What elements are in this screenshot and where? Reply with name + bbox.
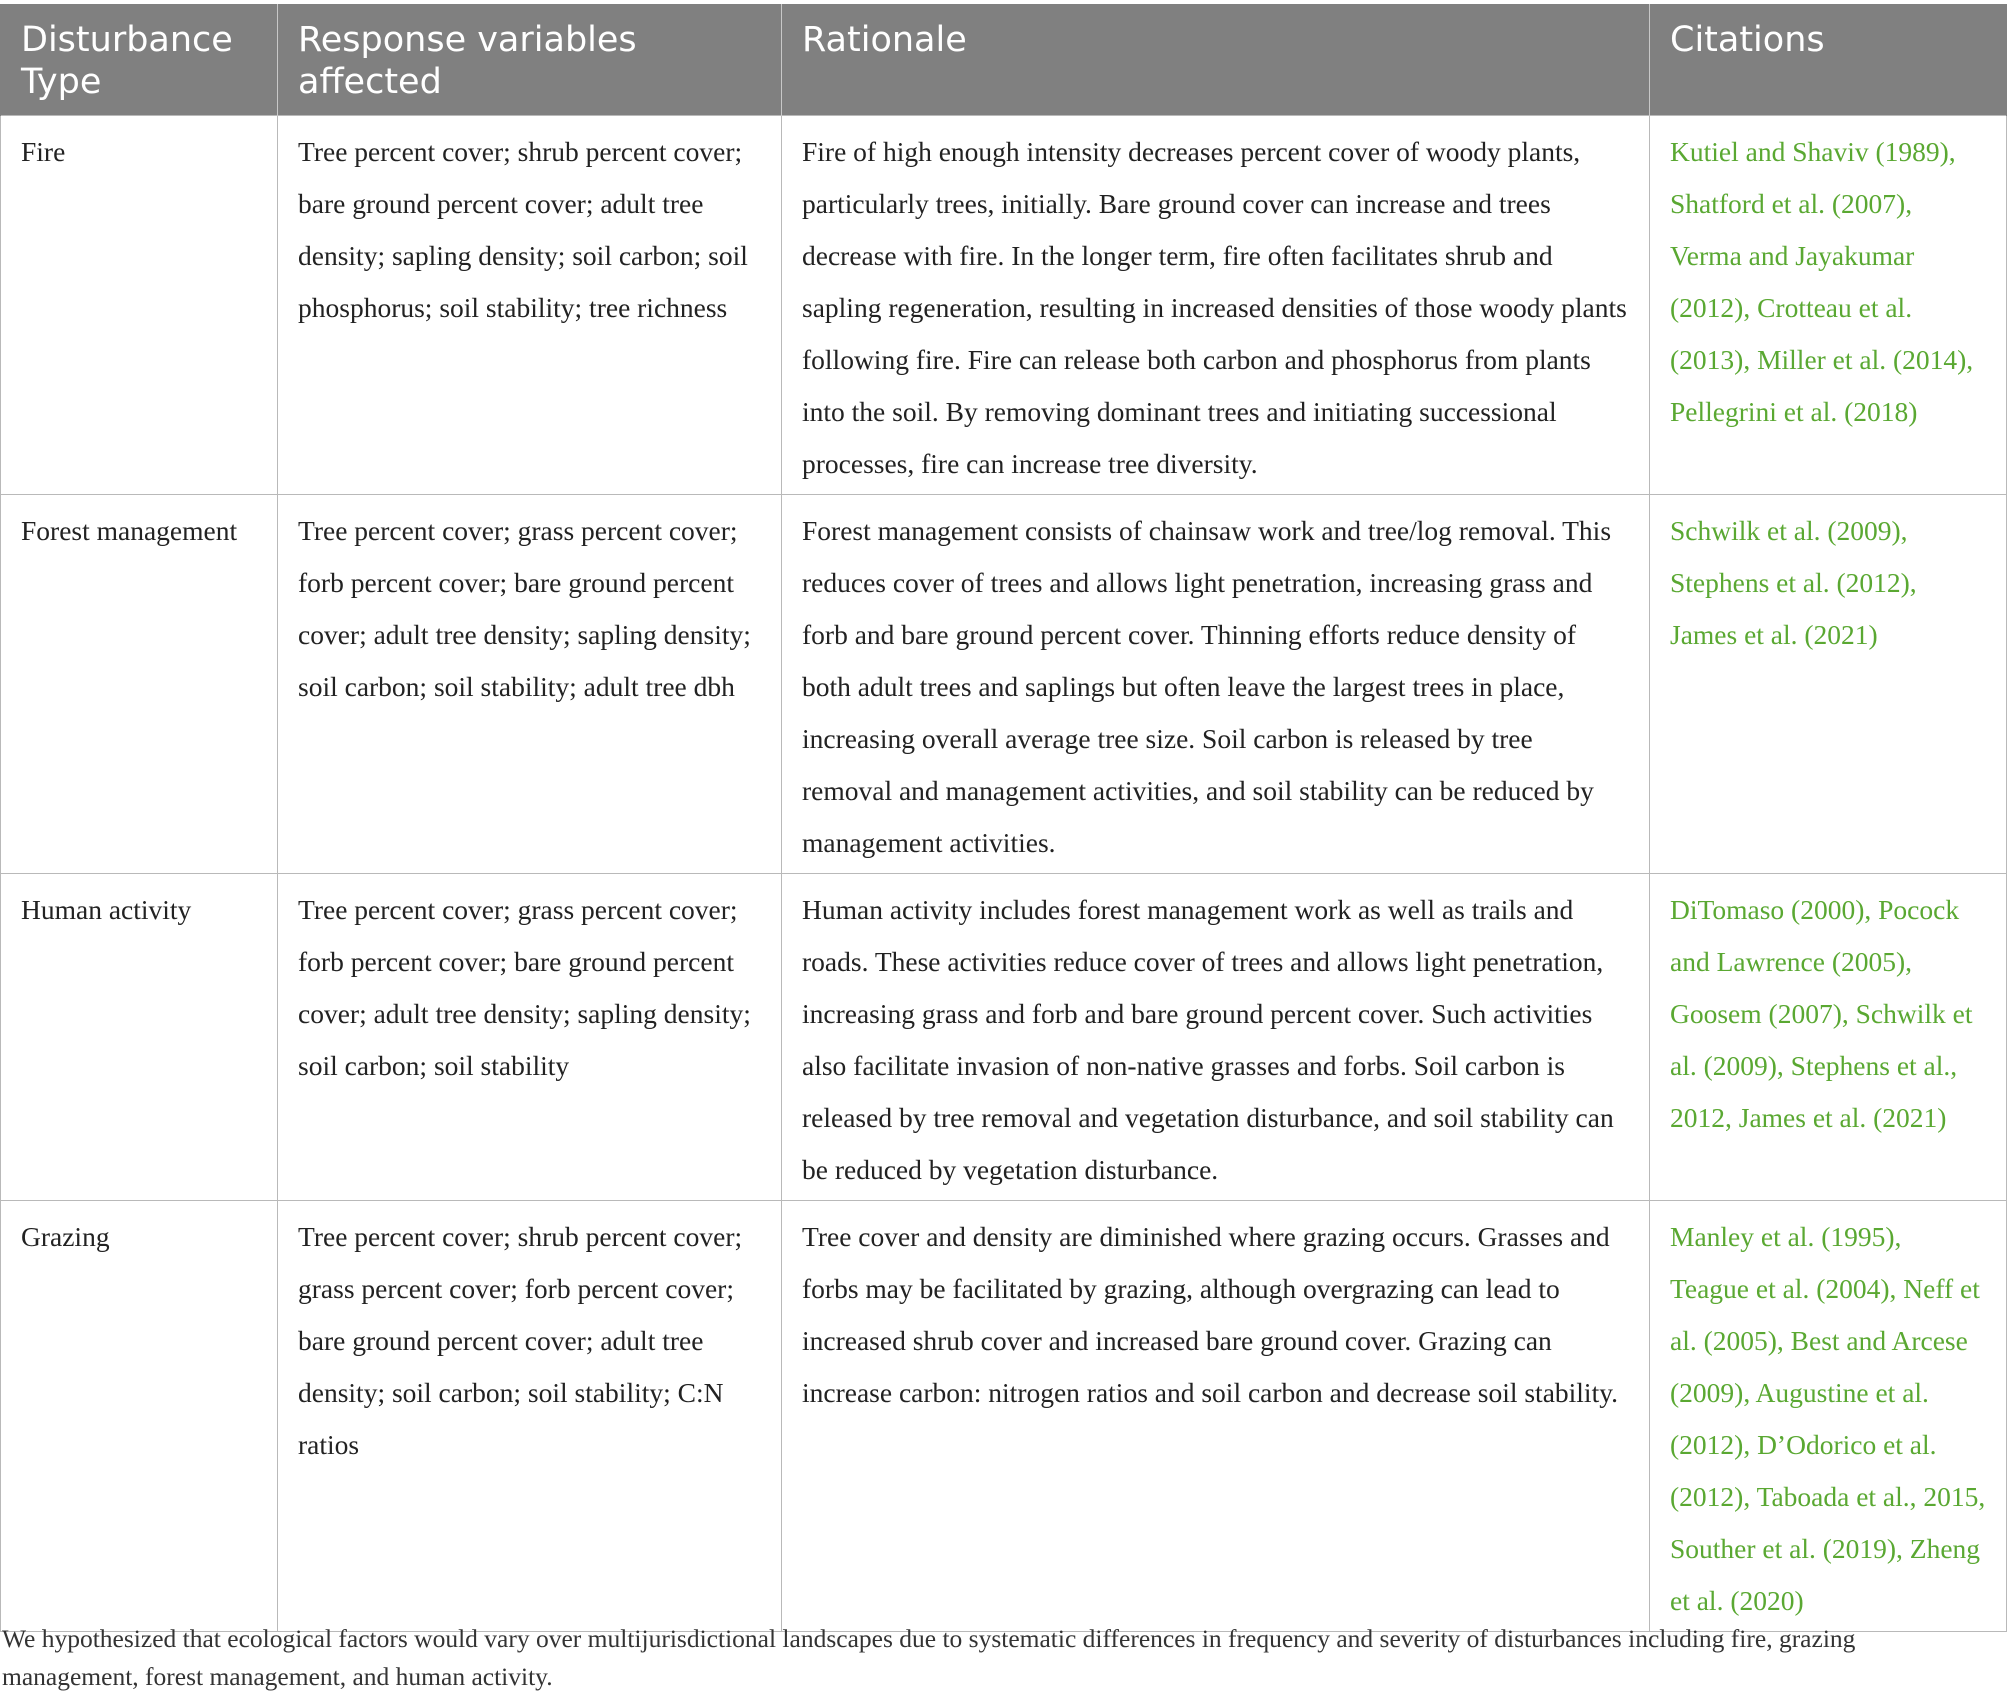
- disturbance-table-container: [0, 4, 2006, 1632]
- citations-cell[interactable]: Manley et al. (1995), Teague et al. (2004), Neff et al. (2005), Best and Arcese (2009), Augustine et al. (2012), D’Odorico et al. (2012), Taboada et al., 2015, Souther et al. (2019), Zheng et al. (2020): [1650, 1201, 2007, 1632]
- response-variables-cell: Tree percent cover; grass percent cover; forb percent cover; bare ground percent cover; adult tree density; sapling density; soil carbon; soil stability: [278, 874, 782, 1201]
- table-row: [1, 1201, 2007, 1632]
- table-row: [1, 116, 2007, 495]
- rationale-cell: Forest management consists of chainsaw work and tree/log removal. This reduces cover of trees and allows light penetration, increasing grass and forb and bare ground percent cover. Thinning efforts reduce density of both adult trees and saplings but often leave the largest trees in place, increasing overall average tree size. Soil carbon is released by tree removal and management activities, and soil stability can be reduced by management activities.: [782, 495, 1650, 874]
- disturbance-type-cell: Forest management: [1, 495, 278, 874]
- response-variables-cell: Tree percent cover; grass percent cover; forb percent cover; bare ground percent cover; adult tree density; sapling density; soil carbon; soil stability; adult tree dbh: [278, 495, 782, 874]
- response-variables-cell: Tree percent cover; shrub percent cover; grass percent cover; forb percent cover; bare ground percent cover; adult tree density; soil carbon; soil stability; C:N ratios: [278, 1201, 782, 1632]
- disturbance-type-cell: Human activity: [1, 874, 278, 1201]
- citations-cell[interactable]: DiTomaso (2000), Pocock and Lawrence (2005), Goosem (2007), Schwilk et al. (2009), Stephens et al., 2012, James et al. (2021): [1650, 874, 2007, 1201]
- table-header-row: [1, 5, 2007, 116]
- disturbance-type-cell: Fire: [1, 116, 278, 495]
- table-footnote: We hypothesized that ecological factors would vary over multijurisdictional landscapes due to systematic differences in frequency and severity of disturbances including fire, grazing management, forest management, and human activity.: [2, 1624, 1856, 1691]
- header-response-variables: Response variables affected: [278, 5, 782, 116]
- citations-cell[interactable]: Schwilk et al. (2009), Stephens et al. (2012), James et al. (2021): [1650, 495, 2007, 874]
- header-rationale: Rationale: [782, 5, 1650, 116]
- header-disturbance-type: Disturbance Type: [1, 5, 278, 116]
- citations-cell[interactable]: Kutiel and Shaviv (1989), Shatford et al. (2007), Verma and Jayakumar (2012), Crotteau et al. (2013), Miller et al. (2014), Pellegrini et al. (2018): [1650, 116, 2007, 495]
- table-row: [1, 495, 2007, 874]
- response-variables-cell: Tree percent cover; shrub percent cover; bare ground percent cover; adult tree density; sapling density; soil carbon; soil phosphorus; soil stability; tree richness: [278, 116, 782, 495]
- disturbance-type-cell: Grazing: [1, 1201, 278, 1632]
- header-citations: Citations: [1650, 5, 2007, 116]
- disturbance-table: [0, 4, 2007, 1632]
- rationale-cell: Human activity includes forest management work as well as trails and roads. These activities reduce cover of trees and allows light penetration, increasing grass and forb and bare ground percent cover. Such activities also facilitate invasion of non-native grasses and forbs. Soil carbon is released by tree removal and vegetation disturbance, and soil stability can be reduced by vegetation disturbance.: [782, 874, 1650, 1201]
- table-row: [1, 874, 2007, 1201]
- rationale-cell: Tree cover and density are diminished where grazing occurs. Grasses and forbs may be facilitated by grazing, although overgrazing can lead to increased shrub cover and increased bare ground cover. Grazing can increase carbon: nitrogen ratios and soil carbon and decrease soil stability.: [782, 1201, 1650, 1632]
- rationale-cell: Fire of high enough intensity decreases percent cover of woody plants, particularly trees, initially. Bare ground cover can increase and trees decrease with fire. In the longer term, fire often facilitates shrub and sapling regeneration, resulting in increased densities of those woody plants following fire. Fire can release both carbon and phosphorus from plants into the soil. By removing dominant trees and initiating successional processes, fire can increase tree diversity.: [782, 116, 1650, 495]
